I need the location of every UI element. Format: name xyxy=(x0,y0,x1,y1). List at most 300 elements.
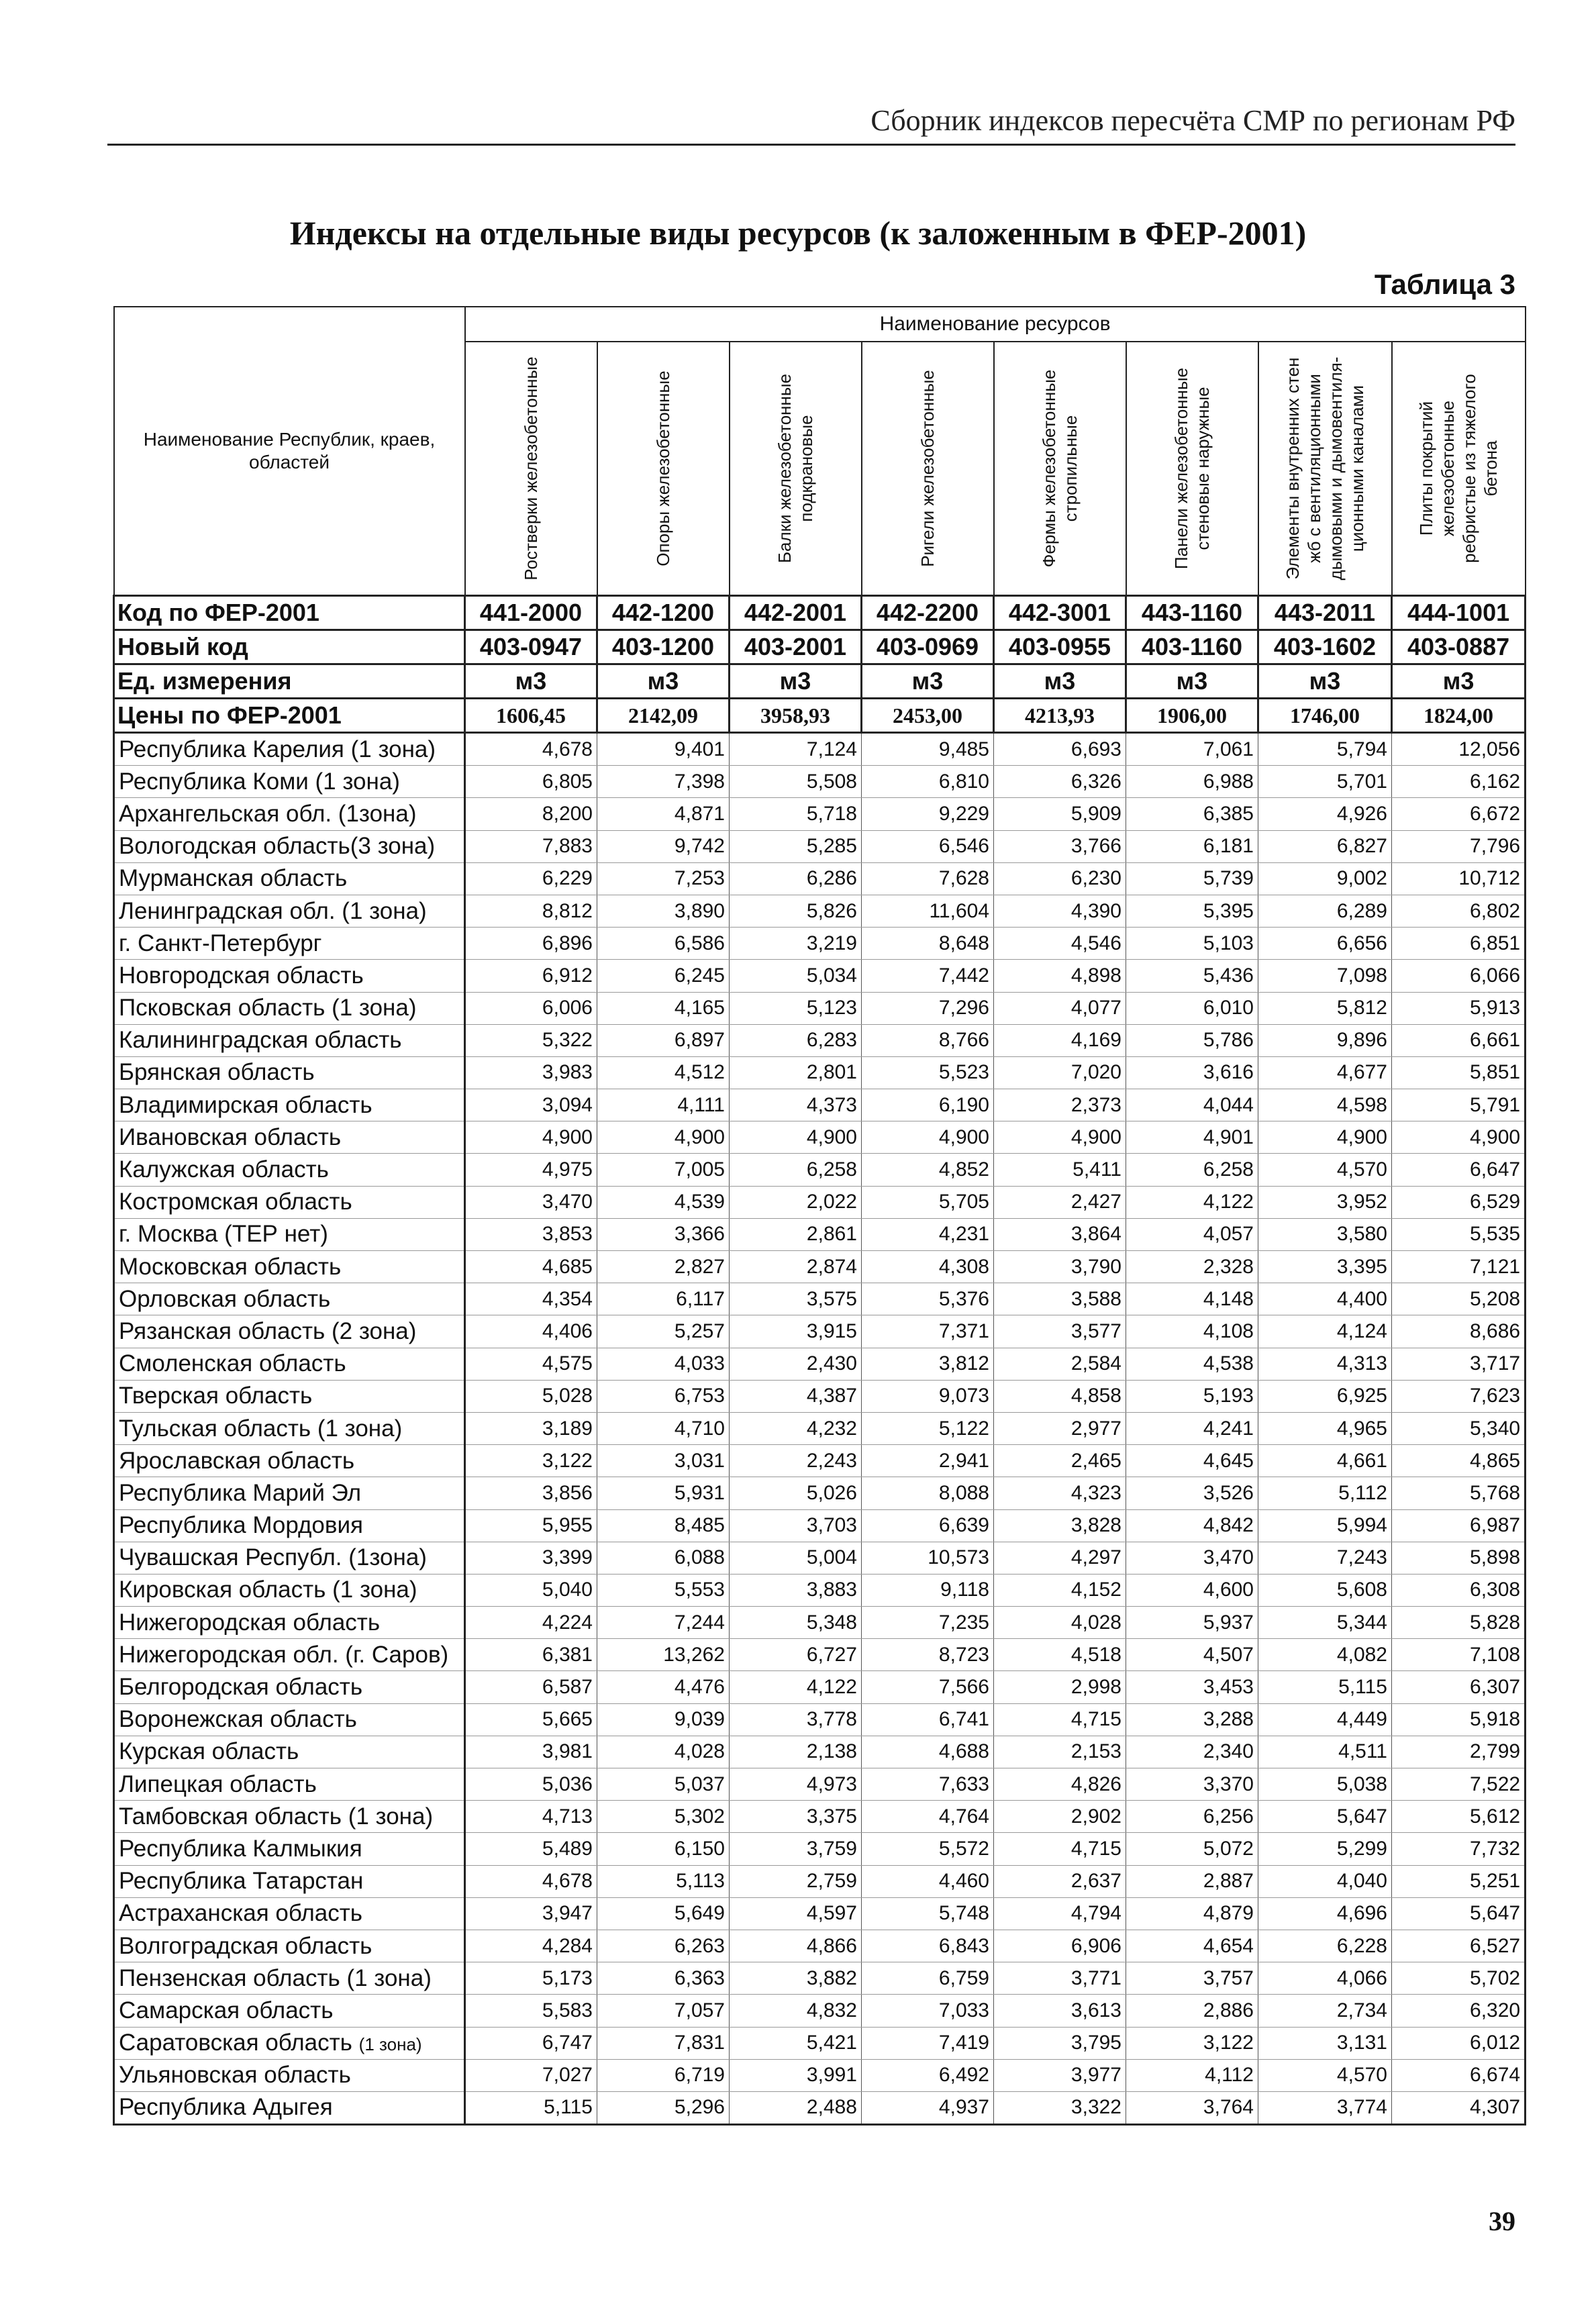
index-value: 7,522 xyxy=(1392,1768,1526,1801)
index-value: 6,896 xyxy=(465,928,597,960)
index-value: 6,897 xyxy=(597,1024,730,1056)
table-row xyxy=(114,992,1526,1024)
region-name-text: Московская область xyxy=(119,1253,342,1280)
index-value: 4,390 xyxy=(994,895,1126,927)
region-name xyxy=(114,1477,465,1509)
index-value: 2,488 xyxy=(730,2091,862,2124)
resource-column-label: Ростверки железобетонные xyxy=(521,356,541,581)
page-header xyxy=(107,101,1515,146)
info-row xyxy=(114,664,1526,699)
table-row xyxy=(114,1801,1526,1833)
index-value: 3,588 xyxy=(994,1283,1126,1315)
index-value: 6,245 xyxy=(597,960,730,992)
index-value: 9,485 xyxy=(862,733,994,766)
region-name xyxy=(114,1801,465,1833)
index-value: 3,031 xyxy=(597,1445,730,1477)
index-value: 5,115 xyxy=(465,2091,597,2124)
index-value: 7,005 xyxy=(597,1154,730,1186)
region-name-text: Орловская область xyxy=(119,1285,331,1312)
resource-column-label: Элементы внутренних стен жб с вентиляционными дымовыми и дымовентиля-ционными каналами xyxy=(1283,356,1367,581)
index-value: 3,575 xyxy=(730,1283,862,1315)
index-value: 4,313 xyxy=(1258,1348,1392,1380)
info-cell: 442-1200 xyxy=(597,596,730,630)
index-value: 4,865 xyxy=(1392,1445,1526,1477)
index-value: 5,302 xyxy=(597,1801,730,1833)
index-value: 2,373 xyxy=(994,1089,1126,1121)
index-value: 5,718 xyxy=(730,798,862,830)
index-value: 4,511 xyxy=(1258,1736,1392,1768)
index-value: 7,796 xyxy=(1392,830,1526,862)
index-value: 5,508 xyxy=(730,766,862,798)
index-value: 6,117 xyxy=(597,1283,730,1315)
index-value: 5,647 xyxy=(1392,1897,1526,1930)
index-value: 5,285 xyxy=(730,830,862,862)
resource-column-label: Балки железобетонные подкрановые xyxy=(775,373,816,564)
index-value: 4,926 xyxy=(1258,798,1392,830)
index-value: 2,827 xyxy=(597,1251,730,1283)
index-value: 8,088 xyxy=(862,1477,994,1509)
region-name-text: Тверская область xyxy=(119,1383,313,1409)
resource-column-header xyxy=(1392,342,1526,596)
index-value: 4,696 xyxy=(1258,1897,1392,1930)
region-name-text: Ярославская область xyxy=(119,1447,355,1474)
region-name xyxy=(114,862,465,895)
region-name xyxy=(114,928,465,960)
index-value: 3,764 xyxy=(1126,2091,1258,2124)
index-value: 5,122 xyxy=(862,1412,994,1444)
region-name-text: Ленинградская обл. (1 зона) xyxy=(119,897,427,924)
index-value: 5,348 xyxy=(730,1607,862,1639)
index-value: 4,165 xyxy=(597,992,730,1024)
index-value: 3,864 xyxy=(994,1218,1126,1250)
region-name-text: Нижегородская область xyxy=(119,1609,381,1636)
region-name-text: Нижегородская обл. (г. Саров) xyxy=(119,1641,449,1668)
index-value: 7,633 xyxy=(862,1768,994,1801)
index-value: 4,898 xyxy=(994,960,1126,992)
info-row xyxy=(114,596,1526,630)
info-cell: 4213,93 xyxy=(994,699,1126,733)
table-row xyxy=(114,1024,1526,1056)
header-text: Сборник индексов пересчёта СМР по регионам РФ xyxy=(870,104,1515,137)
index-value: 8,200 xyxy=(465,798,597,830)
info-cell: 443-2011 xyxy=(1258,596,1392,630)
index-value: 3,370 xyxy=(1126,1768,1258,1801)
resource-column-header xyxy=(1258,342,1392,596)
index-value: 13,262 xyxy=(597,1639,730,1671)
index-value: 5,535 xyxy=(1392,1218,1526,1250)
resource-column-label: Плиты покрытий железобетонные ребристые из тяжелого бетона xyxy=(1416,374,1501,563)
info-cell: м3 xyxy=(597,664,730,699)
region-name xyxy=(114,1315,465,1348)
index-value: 7,566 xyxy=(862,1671,994,1703)
index-value: 3,774 xyxy=(1258,2091,1392,2124)
index-value: 4,710 xyxy=(597,1412,730,1444)
table-row xyxy=(114,1930,1526,1962)
table-row xyxy=(114,1736,1526,1768)
index-value: 5,489 xyxy=(465,1833,597,1865)
index-value: 7,098 xyxy=(1258,960,1392,992)
index-value: 7,244 xyxy=(597,1607,730,1639)
info-cell: 403-1602 xyxy=(1258,630,1392,664)
index-value: 5,791 xyxy=(1392,1089,1526,1121)
index-value: 7,033 xyxy=(862,1995,994,2027)
index-value: 7,061 xyxy=(1126,733,1258,766)
index-value: 5,909 xyxy=(994,798,1126,830)
index-value: 4,598 xyxy=(1258,1089,1392,1121)
index-value: 4,842 xyxy=(1126,1509,1258,1542)
region-name xyxy=(114,1154,465,1186)
info-cell: 442-2001 xyxy=(730,596,862,630)
index-value: 5,436 xyxy=(1126,960,1258,992)
region-name-text: Республика Марий Эл xyxy=(119,1479,362,1506)
index-value: 4,224 xyxy=(465,1607,597,1639)
region-name xyxy=(114,830,465,862)
index-value: 9,073 xyxy=(862,1380,994,1412)
index-value: 4,308 xyxy=(862,1251,994,1283)
index-value: 5,647 xyxy=(1258,1801,1392,1833)
table-label: Таблица 3 xyxy=(1374,268,1515,300)
index-value: 7,253 xyxy=(597,862,730,895)
index-value: 6,802 xyxy=(1392,895,1526,927)
index-value: 3,882 xyxy=(730,1962,862,1995)
index-value: 5,826 xyxy=(730,895,862,927)
index-value: 4,852 xyxy=(862,1154,994,1186)
index-value: 6,656 xyxy=(1258,928,1392,960)
info-cell: 441-2000 xyxy=(465,596,597,630)
region-name xyxy=(114,1574,465,1606)
region-name-text: Брянская область xyxy=(119,1059,315,1086)
index-value: 6,150 xyxy=(597,1833,730,1865)
index-value: 6,258 xyxy=(1126,1154,1258,1186)
index-value: 3,399 xyxy=(465,1542,597,1574)
table-row xyxy=(114,1995,1526,2027)
index-value: 4,900 xyxy=(1392,1121,1526,1154)
index-value: 6,827 xyxy=(1258,830,1392,862)
index-value: 4,879 xyxy=(1126,1897,1258,1930)
info-cell: 442-3001 xyxy=(994,596,1126,630)
index-value: 4,900 xyxy=(862,1121,994,1154)
index-value: 5,208 xyxy=(1392,1283,1526,1315)
table-row xyxy=(114,766,1526,798)
index-value: 4,232 xyxy=(730,1412,862,1444)
region-name-text: Республика Татарстан xyxy=(119,1868,364,1895)
index-value: 4,082 xyxy=(1258,1639,1392,1671)
index-value: 4,406 xyxy=(465,1315,597,1348)
index-value: 6,289 xyxy=(1258,895,1392,927)
index-value: 5,608 xyxy=(1258,1574,1392,1606)
index-value: 5,296 xyxy=(597,2091,730,2124)
index-value: 5,701 xyxy=(1258,766,1392,798)
index-value: 3,759 xyxy=(730,1833,862,1865)
index-value: 6,759 xyxy=(862,1962,994,1995)
index-value: 4,575 xyxy=(465,1348,597,1380)
region-name xyxy=(114,2059,465,2091)
table-row xyxy=(114,1865,1526,1897)
index-value: 6,906 xyxy=(994,1930,1126,1962)
index-value: 5,038 xyxy=(1258,1768,1392,1801)
index-value: 5,739 xyxy=(1126,862,1258,895)
table-row xyxy=(114,928,1526,960)
region-name xyxy=(114,1283,465,1315)
index-value: 9,039 xyxy=(597,1703,730,1736)
region-name-text: Белгородская область xyxy=(119,1674,363,1701)
index-value: 4,066 xyxy=(1258,1962,1392,1995)
info-cell: 1746,00 xyxy=(1258,699,1392,733)
region-name xyxy=(114,1251,465,1283)
index-value: 3,453 xyxy=(1126,1671,1258,1703)
index-value: 6,492 xyxy=(862,2059,994,2091)
index-value: 5,251 xyxy=(1392,1865,1526,1897)
index-value: 5,004 xyxy=(730,1542,862,1574)
index-value: 5,786 xyxy=(1126,1024,1258,1056)
index-value: 4,832 xyxy=(730,1995,862,2027)
index-value: 6,326 xyxy=(994,766,1126,798)
index-value: 6,546 xyxy=(862,830,994,862)
index-value: 3,915 xyxy=(730,1315,862,1348)
index-value: 6,647 xyxy=(1392,1154,1526,1186)
index-value: 8,812 xyxy=(465,895,597,927)
info-row-label: Ед. измерения xyxy=(114,664,465,699)
info-row xyxy=(114,699,1526,733)
index-value: 8,766 xyxy=(862,1024,994,1056)
info-cell: 1824,00 xyxy=(1392,699,1526,733)
index-value: 7,371 xyxy=(862,1315,994,1348)
region-name xyxy=(114,1218,465,1250)
index-value: 4,764 xyxy=(862,1801,994,1833)
index-value: 3,952 xyxy=(1258,1186,1392,1218)
region-name xyxy=(114,992,465,1024)
index-value: 2,799 xyxy=(1392,1736,1526,1768)
index-value: 3,856 xyxy=(465,1477,597,1509)
table-row xyxy=(114,2091,1526,2124)
info-cell: 442-2200 xyxy=(862,596,994,630)
region-name-text: Республика Адыгея xyxy=(119,2094,333,2121)
index-value: 6,263 xyxy=(597,1930,730,1962)
info-cell: м3 xyxy=(1258,664,1392,699)
region-name-text: Калужская область xyxy=(119,1156,329,1183)
index-value: 4,044 xyxy=(1126,1089,1258,1121)
info-cell: 403-0969 xyxy=(862,630,994,664)
table-row xyxy=(114,733,1526,766)
index-value: 4,387 xyxy=(730,1380,862,1412)
index-value: 5,748 xyxy=(862,1897,994,1930)
index-value: 5,665 xyxy=(465,1703,597,1736)
index-value: 6,381 xyxy=(465,1639,597,1671)
index-value: 5,193 xyxy=(1126,1380,1258,1412)
index-value: 7,883 xyxy=(465,830,597,862)
index-value: 5,421 xyxy=(730,2027,862,2059)
index-value: 4,231 xyxy=(862,1218,994,1250)
table-row xyxy=(114,1315,1526,1348)
index-value: 4,373 xyxy=(730,1089,862,1121)
info-cell: м3 xyxy=(1392,664,1526,699)
region-name-text: г. Москва (ТЕР нет) xyxy=(119,1221,328,1248)
index-value: 6,925 xyxy=(1258,1380,1392,1412)
table-row xyxy=(114,1509,1526,1542)
index-value: 6,181 xyxy=(1126,830,1258,862)
index-value: 3,983 xyxy=(465,1056,597,1089)
index-value: 7,108 xyxy=(1392,1639,1526,1671)
region-name xyxy=(114,1833,465,1865)
index-value: 5,702 xyxy=(1392,1962,1526,1995)
index-value: 4,597 xyxy=(730,1897,862,1930)
index-value: 3,812 xyxy=(862,1348,994,1380)
index-value: 2,874 xyxy=(730,1251,862,1283)
index-value: 4,858 xyxy=(994,1380,1126,1412)
index-value: 4,975 xyxy=(465,1154,597,1186)
index-value: 5,572 xyxy=(862,1833,994,1865)
index-value: 6,639 xyxy=(862,1509,994,1542)
index-value: 4,900 xyxy=(597,1121,730,1154)
index-value: 4,826 xyxy=(994,1768,1126,1801)
table-row xyxy=(114,1348,1526,1380)
info-cell: м3 xyxy=(862,664,994,699)
index-value: 4,028 xyxy=(994,1607,1126,1639)
index-value: 4,400 xyxy=(1258,1283,1392,1315)
index-value: 5,411 xyxy=(994,1154,1126,1186)
table-row xyxy=(114,1154,1526,1186)
index-value: 5,918 xyxy=(1392,1703,1526,1736)
info-row xyxy=(114,630,1526,664)
index-value: 6,527 xyxy=(1392,1930,1526,1962)
index-value: 6,088 xyxy=(597,1542,730,1574)
index-value: 5,898 xyxy=(1392,1542,1526,1574)
region-name-text: Смоленская область xyxy=(119,1350,346,1377)
region-name xyxy=(114,1412,465,1444)
index-value: 4,654 xyxy=(1126,1930,1258,1962)
table-row xyxy=(114,1380,1526,1412)
index-value: 2,801 xyxy=(730,1056,862,1089)
table-row xyxy=(114,1283,1526,1315)
index-value: 7,419 xyxy=(862,2027,994,2059)
region-name-text: Рязанская область (2 зона) xyxy=(119,1317,417,1344)
region-name xyxy=(114,1962,465,1995)
index-value: 9,401 xyxy=(597,733,730,766)
resource-column-label: Фермы железобетонные стропильные xyxy=(1039,369,1081,568)
table-row xyxy=(114,1833,1526,1865)
index-value: 9,896 xyxy=(1258,1024,1392,1056)
index-value: 5,553 xyxy=(597,1574,730,1606)
region-name-text: Саратовская область xyxy=(119,2030,352,2056)
info-row-label: Цены по ФЕР-2001 xyxy=(114,699,465,733)
index-value: 6,190 xyxy=(862,1089,994,1121)
table-row xyxy=(114,1671,1526,1703)
table-row xyxy=(114,1897,1526,1930)
resource-column-header xyxy=(465,342,597,596)
region-name-text: Ульяновская область xyxy=(119,2062,351,2089)
index-value: 3,577 xyxy=(994,1315,1126,1348)
index-value: 4,570 xyxy=(1258,1154,1392,1186)
index-value: 6,385 xyxy=(1126,798,1258,830)
index-value: 6,162 xyxy=(1392,766,1526,798)
table-row xyxy=(114,1542,1526,1574)
index-value: 5,955 xyxy=(465,1509,597,1542)
index-value: 6,066 xyxy=(1392,960,1526,992)
resource-column-header xyxy=(862,342,994,596)
index-value: 3,616 xyxy=(1126,1056,1258,1089)
table-row xyxy=(114,1121,1526,1154)
region-name xyxy=(114,1348,465,1380)
index-value: 6,228 xyxy=(1258,1930,1392,1962)
index-value: 5,851 xyxy=(1392,1056,1526,1089)
index-value: 4,354 xyxy=(465,1283,597,1315)
index-value: 4,715 xyxy=(994,1703,1126,1736)
region-name xyxy=(114,2027,465,2059)
region-name-text: Курская область xyxy=(119,1738,299,1765)
index-value: 4,937 xyxy=(862,2091,994,2124)
region-name-text: Самарская область xyxy=(119,1997,334,2024)
index-value: 4,284 xyxy=(465,1930,597,1962)
index-value: 5,322 xyxy=(465,1024,597,1056)
index-value: 5,112 xyxy=(1258,1477,1392,1509)
resource-column-header xyxy=(597,342,730,596)
index-value: 3,094 xyxy=(465,1089,597,1121)
index-value: 5,299 xyxy=(1258,1833,1392,1865)
resource-column-label: Панели железобетонные стеновые наружные xyxy=(1171,367,1213,570)
region-name xyxy=(114,766,465,798)
index-value: 4,866 xyxy=(730,1930,862,1962)
index-value: 2,243 xyxy=(730,1445,862,1477)
index-value: 3,613 xyxy=(994,1995,1126,2027)
index-value: 4,600 xyxy=(1126,1574,1258,1606)
index-value: 6,529 xyxy=(1392,1186,1526,1218)
index-value: 4,507 xyxy=(1126,1639,1258,1671)
info-cell: 1606,45 xyxy=(465,699,597,733)
index-value: 6,987 xyxy=(1392,1509,1526,1542)
table-row xyxy=(114,798,1526,830)
index-value: 2,861 xyxy=(730,1218,862,1250)
index-value: 5,257 xyxy=(597,1315,730,1348)
index-value: 7,442 xyxy=(862,960,994,992)
index-value: 7,020 xyxy=(994,1056,1126,1089)
index-value: 5,395 xyxy=(1126,895,1258,927)
region-name xyxy=(114,1056,465,1089)
index-value: 6,586 xyxy=(597,928,730,960)
index-value: 4,512 xyxy=(597,1056,730,1089)
index-value: 3,219 xyxy=(730,928,862,960)
index-value: 3,703 xyxy=(730,1509,862,1542)
index-value: 3,470 xyxy=(1126,1542,1258,1574)
info-cell: м3 xyxy=(465,664,597,699)
info-cell: 3958,93 xyxy=(730,699,862,733)
index-value: 4,538 xyxy=(1126,1348,1258,1380)
index-value: 2,138 xyxy=(730,1736,862,1768)
index-value: 4,108 xyxy=(1126,1315,1258,1348)
index-value: 10,573 xyxy=(862,1542,994,1574)
index-value: 7,831 xyxy=(597,2027,730,2059)
index-value: 6,286 xyxy=(730,862,862,895)
index-value: 4,900 xyxy=(465,1121,597,1154)
index-value: 2,977 xyxy=(994,1412,1126,1444)
index-value: 3,795 xyxy=(994,2027,1126,2059)
index-value: 7,296 xyxy=(862,992,994,1024)
index-value: 2,427 xyxy=(994,1186,1126,1218)
region-name-text: Костромская область xyxy=(119,1189,352,1215)
table-row xyxy=(114,830,1526,862)
index-value: 3,790 xyxy=(994,1251,1126,1283)
index-value: 3,122 xyxy=(465,1445,597,1477)
index-value: 2,465 xyxy=(994,1445,1126,1477)
index-value: 7,235 xyxy=(862,1607,994,1639)
index-value: 3,828 xyxy=(994,1509,1126,1542)
index-value: 2,637 xyxy=(994,1865,1126,1897)
info-cell: 443-1160 xyxy=(1126,596,1258,630)
index-value: 4,476 xyxy=(597,1671,730,1703)
index-value: 6,988 xyxy=(1126,766,1258,798)
index-value: 6,230 xyxy=(994,862,1126,895)
region-name xyxy=(114,1703,465,1736)
index-value: 6,012 xyxy=(1392,2027,1526,2059)
